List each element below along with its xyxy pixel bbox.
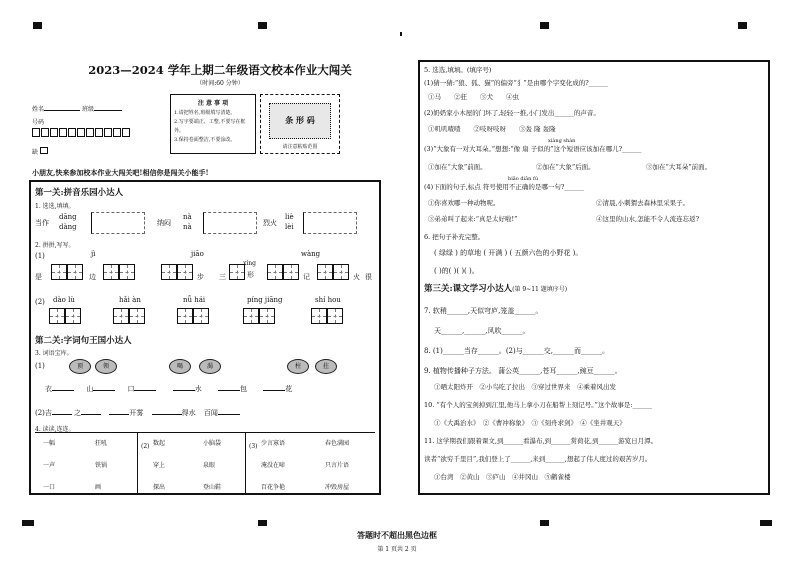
q2-row1-label: (1) (35, 252, 45, 260)
match-item[interactable]: 狂吼 (95, 440, 108, 447)
writing-grid[interactable] (113, 308, 129, 324)
match-item[interactable]: 百花争艳 (261, 484, 286, 491)
q5-3: (3)“大象有一对大耳朵。”想想:“像 扇 子似的”这个短语应该加在哪儿?______ (424, 145, 642, 153)
match-item[interactable]: 冲毁房屋 (325, 484, 350, 491)
notes-title: 注 意 事 项 (197, 100, 229, 107)
writing-grid[interactable] (311, 308, 327, 324)
registration-mark (258, 22, 267, 29)
barcode-label: 条 形 码 (285, 115, 315, 125)
registration-mark (258, 520, 267, 526)
q4-sub-label: (3) (249, 443, 258, 450)
blank[interactable] (52, 414, 72, 415)
missing-label: 缺 (32, 149, 39, 156)
page-number: 第 1 页共 2 页 (377, 546, 417, 553)
q5-heading: 5. 选选,填填。(填序号) (424, 66, 492, 74)
q8[interactable]: 8. (1)______当存______。(2)与______交,______而______。 (424, 347, 609, 355)
matching-table (35, 432, 375, 493)
writing-grid[interactable] (67, 264, 83, 280)
q5-2: (2)奶奶家小木屋的门坏了,轻轻一推,小门发出______的声音。 (424, 109, 600, 117)
q7[interactable]: 7. 软稍______,天似穹庐,笼盖______。 (424, 307, 543, 315)
match-item[interactable]: 一口 (43, 484, 56, 491)
class-label: 班级 (81, 106, 94, 113)
q11-options[interactable]: ①台湾 ②黄山 ③庐山 ④井冈山 ⑤鹳雀楼 (434, 473, 571, 481)
writing-grid[interactable] (317, 264, 333, 280)
writing-grid[interactable] (161, 264, 177, 280)
number-cells[interactable] (32, 128, 131, 137)
blank[interactable] (81, 414, 101, 415)
writing-grid[interactable] (49, 308, 65, 324)
q2-pinyin: wàng (301, 250, 321, 258)
q2-word: 三 (219, 273, 226, 281)
q1-pinyin: dāng dàng (59, 213, 77, 231)
match-item[interactable]: 穿上 (153, 462, 166, 469)
registration-mark (400, 32, 402, 36)
registration-mark (33, 22, 42, 29)
q3-1-row: 衣 山 口 水 包 花 (45, 385, 293, 393)
blank[interactable] (109, 414, 129, 415)
word-oval: 喝 (169, 359, 191, 374)
q9-options[interactable]: ①晒太阳炸开 ②小鸟吃了拉出 ③穿过世界来 ④乘着风出发 (434, 383, 616, 391)
blank[interactable] (93, 390, 115, 391)
match-item[interactable]: 画 (95, 484, 102, 491)
writing-grid[interactable] (51, 264, 67, 280)
q4-sub-label: (2) (141, 443, 150, 450)
match-item[interactable]: 数起 (153, 440, 166, 447)
q5-4-option[interactable]: ①你喜欢哪一种动物呢。 (428, 199, 500, 207)
writing-grid[interactable] (259, 308, 275, 324)
match-item[interactable]: 淹没在啼 (261, 462, 286, 469)
level2-title: 第二关:字词句王国小达人 (35, 336, 132, 346)
match-item[interactable]: 一幅 (43, 440, 56, 447)
exam-time: （时间:60 分钟） (196, 80, 244, 87)
blank[interactable] (218, 390, 240, 391)
name-label: 姓名 (32, 106, 45, 113)
writing-grid[interactable] (283, 264, 299, 280)
left-answer-area (29, 180, 381, 495)
registration-mark (540, 520, 549, 526)
match-item[interactable]: 登山鞋 (203, 484, 222, 491)
missing-checkbox[interactable] (40, 147, 48, 154)
writing-grid[interactable] (119, 264, 135, 280)
match-item[interactable]: 一声 (43, 462, 56, 469)
q1-pinyin: liè lèi (285, 213, 294, 231)
q2-word: 步 (197, 273, 204, 281)
blank[interactable] (263, 390, 285, 391)
word-oval: 拄 (315, 359, 337, 374)
q7-line2[interactable]: 天______,______,风吹______。 (434, 327, 530, 335)
q5-1-options[interactable]: ①马 ②狂 ③犬 ④虫 (428, 93, 519, 101)
level3-title: 第三关:课文学习小达人(第 9~11 题填序号) (424, 284, 568, 294)
q2-pinyin: nǚ hái (183, 296, 206, 304)
name-field[interactable] (44, 110, 80, 111)
match-item[interactable]: 小脑袋 (203, 440, 222, 447)
match-item[interactable]: 少言寡语 (261, 440, 286, 447)
match-item[interactable]: 只言片语 (325, 462, 350, 469)
q5-3-option[interactable]: ②加在“大象”后面。 (536, 163, 595, 171)
q5-3-option[interactable]: ③加在“大耳朵”前面。 (646, 163, 712, 171)
q1-item (35, 218, 49, 228)
q5-4-option[interactable]: ④这里的山水,怎能不令人流连忘返? (596, 215, 700, 223)
footer-warning: 答题时不超出黑色边框 (357, 530, 437, 540)
q2-word: 很 (365, 273, 372, 281)
class-field[interactable] (94, 110, 122, 111)
q5-1: (1)猜一猜:“狼、狐、猫”的偏旁“犭”是由哪个字变化成的?______ (424, 79, 609, 87)
q5-4-pinyin: biāo diǎn fú (508, 176, 539, 182)
match-item[interactable]: 铁锅 (95, 462, 108, 469)
writing-grid[interactable] (327, 308, 343, 324)
writing-grid[interactable] (65, 308, 81, 324)
word-oval: 领 (95, 359, 117, 374)
note-item: 2.写字要端正、工整,不要写在框外。 (174, 119, 246, 134)
q5-4-option[interactable]: ③弟弟叫了起来:“真是太好啦!” (428, 215, 518, 223)
match-item[interactable]: 探出 (153, 484, 166, 491)
q3-2-row: (2)吉 之 开雾 得水 百闻 (35, 408, 240, 418)
q2-word: 形 (247, 271, 254, 279)
blank[interactable] (52, 390, 74, 391)
registration-mark (540, 22, 549, 29)
q4-heading: 4. 读读,连连。 (35, 426, 75, 433)
q1-pinyin: nà nà (183, 213, 192, 231)
word-oval: 渴 (199, 359, 221, 374)
match-item[interactable]: 春色满园 (325, 440, 350, 447)
q3-heading: 3. 词语宝库。 (35, 350, 73, 357)
blank[interactable] (173, 390, 195, 391)
q2-word: 是 (35, 273, 42, 281)
number-label: 号码 (32, 119, 45, 126)
q2-pinyin: jiāo (191, 250, 204, 258)
q1-word: 纳闷 (157, 219, 171, 227)
notes-box (170, 94, 256, 154)
writing-grid[interactable] (177, 308, 193, 324)
q5-3-pinyin: xiàng shàn (548, 138, 576, 144)
q1-answer-box[interactable] (303, 212, 357, 234)
q2-word: 火 (353, 273, 360, 281)
blank[interactable] (218, 414, 240, 415)
writing-grid[interactable] (243, 308, 259, 324)
q5-4-option[interactable]: ②清晨,小刺猬去森林里采果子。 (596, 199, 690, 207)
level1-title: 第一关:拼音乐园小达人 (35, 188, 124, 198)
q6-heading: 6. 把句子补充完整。 (424, 233, 485, 241)
q1-answer-box[interactable] (91, 212, 145, 234)
q10[interactable]: 10. “有个人的宝剑掉到江里,他马上拿小刀在船帮上刻记号。”这个故事是:______ (424, 401, 653, 409)
registration-mark (760, 520, 772, 526)
blank[interactable] (152, 414, 182, 415)
q2-word: 记 (303, 273, 310, 281)
q2-pinyin: dào lù (53, 296, 75, 304)
q2-row2-label: (2) (35, 298, 45, 306)
q1-word: 当作 (35, 219, 49, 227)
q1-word: 烈火 (263, 219, 277, 227)
note-item: 1.请把姓名,班级填写清楚。 (174, 110, 236, 116)
q2-pinyin: shí hou (315, 296, 341, 304)
q6-answer[interactable]: ( )的( )( )( )。 (434, 267, 479, 275)
q2-pinyin: jì (91, 250, 96, 258)
q2-pinyin: xíng (243, 260, 257, 267)
writing-grid[interactable] (103, 264, 119, 280)
q10-options[interactable]: ①《大禹治水》 ②《曹冲称象》 ③《刻舟求剑》 ④《坐井观天》 (434, 419, 626, 427)
q1-item (157, 218, 171, 228)
writing-grid[interactable] (267, 264, 283, 280)
writing-grid[interactable] (129, 308, 145, 324)
barcode-area (260, 94, 340, 154)
q1-item (263, 218, 277, 228)
q2-pinyin: píng jiāng (247, 296, 283, 304)
q3-1-label: (1) (35, 362, 45, 370)
q5-2-options[interactable]: ①叽叽喳喳 ②吱呀吱呀 ③轰 隆 轰隆 (428, 125, 556, 133)
q1-heading: 1. 选选,填填。 (35, 203, 75, 210)
right-answer-area (418, 60, 770, 495)
q2-word: 边 (89, 273, 96, 281)
writing-grid[interactable] (333, 264, 349, 280)
q5-3-option[interactable]: ①加在“大象”前面。 (428, 163, 487, 171)
greeting: 小朋友,快来参加校本作业大闯关吧!相信你是闯关小能手! (32, 168, 209, 177)
q9[interactable]: 9. 植物传播种子方法。 蒲公英______,苍耳______,豌豆______。 (424, 367, 622, 375)
q5-4: (4)下面的句子,标点 符号使用不正确的是哪一句?______ (424, 183, 584, 191)
registration-mark (22, 520, 34, 526)
word-oval: 顶 (69, 359, 91, 374)
blank[interactable] (134, 390, 156, 391)
match-item[interactable]: 泉眼 (203, 462, 216, 469)
q11[interactable]: 11. 这学期我们跟着课文,到______看瀑布,到______赏荷花,到______游览日月潭。 (424, 437, 658, 445)
writing-grid[interactable] (177, 264, 193, 280)
barcode-caption: 请注意粘贴范围 (282, 144, 318, 150)
q6-example: ( 绿绿 ) 的草地 ( 开满 ) ( 五颜六色的小野花 )。 (434, 249, 583, 257)
student-info (32, 104, 142, 156)
q11-line2[interactable]: 读者“欲穷千里目”,我们登上了______,来到______,想起了伟人度过的艰苦岁月。 (424, 455, 652, 463)
q1-answer-box[interactable] (203, 212, 257, 234)
q2-heading: 2. 拼拼,写写。 (35, 242, 75, 249)
note-item: 3.保持卷面整洁,不要涂改。 (174, 137, 236, 143)
writing-grid[interactable] (193, 308, 209, 324)
registration-mark (738, 22, 747, 29)
exam-title: 2023—2024 学年上期二年级语文校本作业大闯关 (88, 63, 352, 77)
q2-pinyin: hǎi àn (119, 296, 141, 304)
word-oval: 柱 (287, 359, 309, 374)
